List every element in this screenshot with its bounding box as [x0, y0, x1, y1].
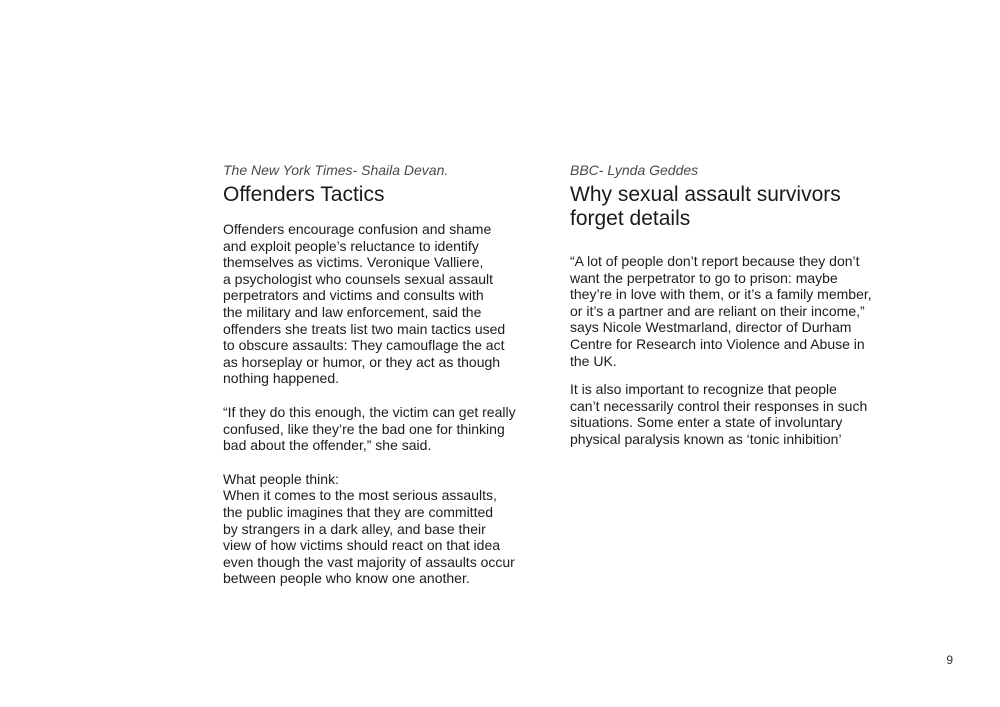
right-article-source: BBC- Lynda Geddes	[570, 162, 699, 178]
left-article-paragraph-2: “If they do this enough, the victim can get really confused, like they’re the bad one for thinking bad about the offender,” she said.	[223, 403, 516, 454]
left-article	[223, 161, 528, 587]
right-article-paragraph-2: It is also important to recognize that people can’t necessarily control their responses in such situations. Some enter a state of involuntary physical paralysis known as ‘tonic inhibition’	[570, 381, 868, 447]
right-article-headline: Why sexual assault survivors forget details	[570, 183, 841, 230]
left-article-headline: Offenders Tactics	[223, 183, 385, 206]
right-article-paragraph-1: “A lot of people don’t report because they don’t want the perpetrator to go to prison: maybe they’re in love with them, or it’s a family member, or it’s a partner and are reliant on their income,” says Nicole Westmarland, director of Durham Centre for Research into Violence and Abuse in the UK.	[570, 253, 872, 369]
right-article	[570, 161, 880, 448]
left-article-paragraph-3: What people think: When it comes to the most serious assaults, the public imagines that they are committed by strangers in a dark alley, and base their view of how victims should react on that idea even though the vast majority of assaults occur between people who know one another.	[223, 470, 515, 587]
page-number: 9	[946, 653, 953, 667]
left-article-paragraph-1: Offenders encourage confusion and shame and exploit people’s reluctance to identify themselves as victims. Veronique Valliere, a psychologist who counsels sexual assault perpetrators and victims and consults with the military and law enforcement, said the offenders she treats list two main tactics used to obscure assaults: They camouflage the act as horseplay or humor, or they act as though nothing happened.	[223, 221, 506, 387]
left-article-source: The New York Times- Shaila Devan.	[223, 162, 449, 178]
